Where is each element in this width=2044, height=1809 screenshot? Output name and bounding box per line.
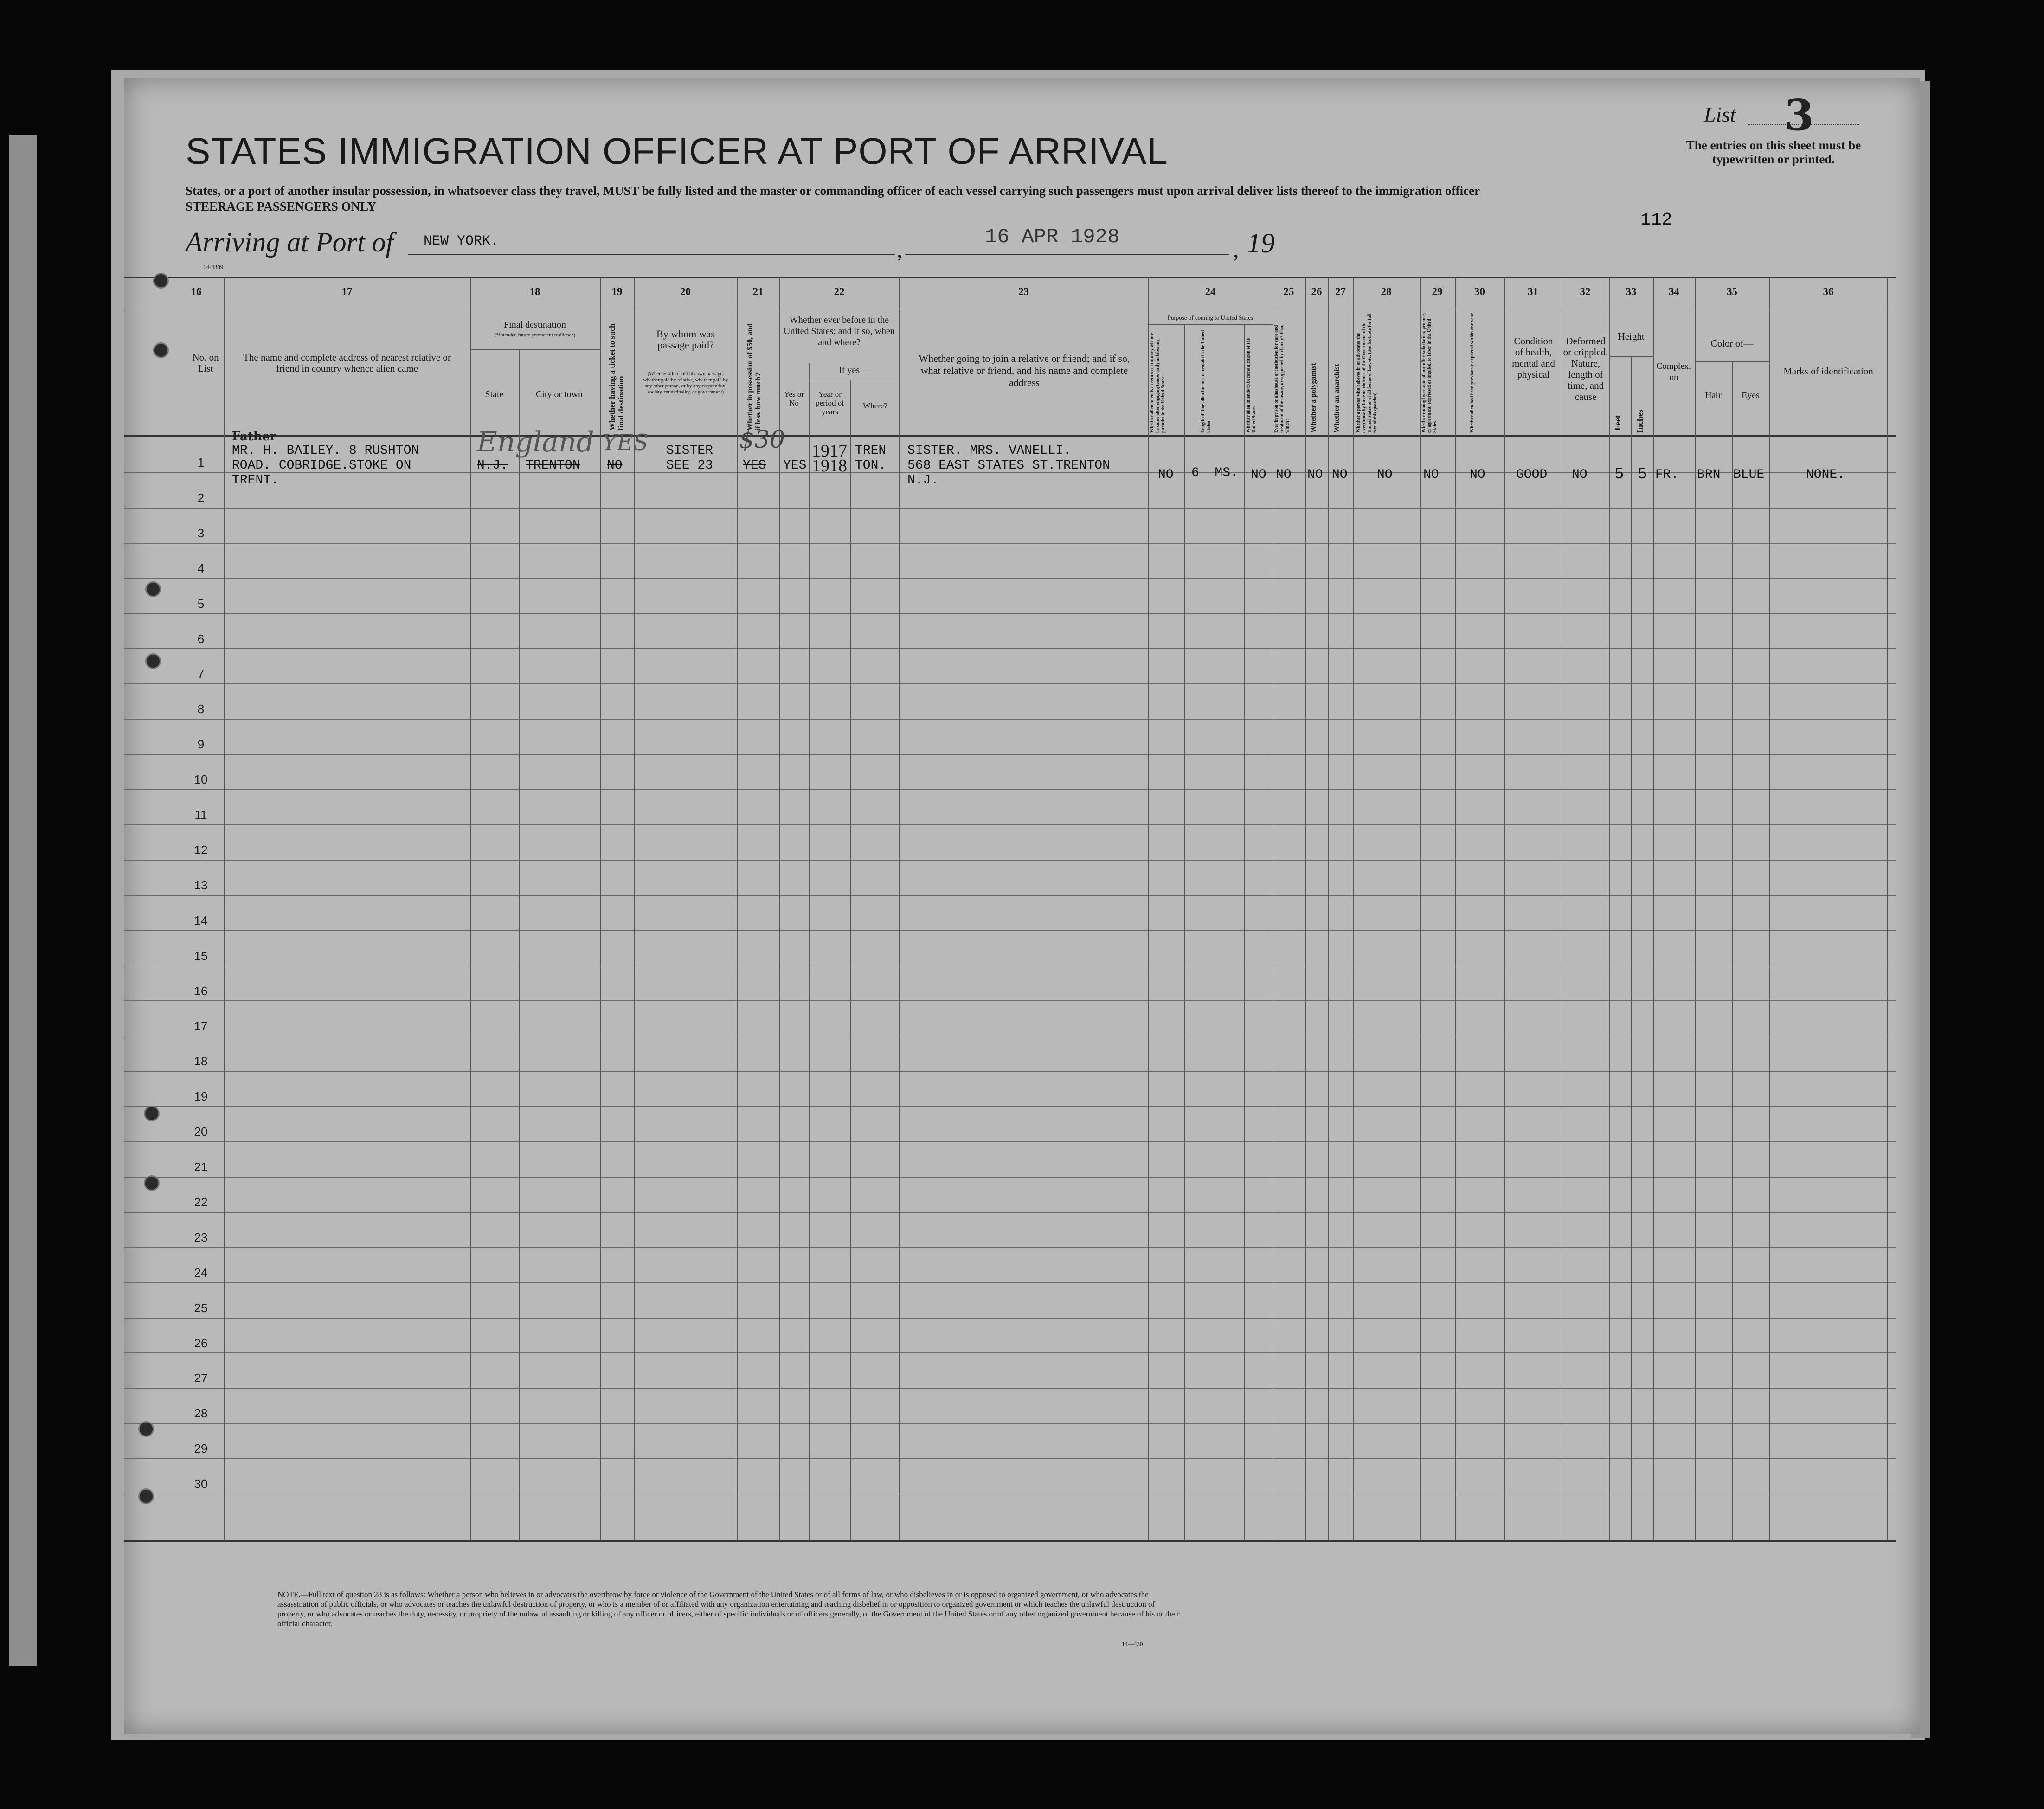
- colnum-17: 17: [341, 286, 353, 297]
- row-rule: [124, 683, 1896, 684]
- colnum-21: 21: [752, 286, 764, 297]
- hdr-q29: Whether coming by reason of any offer, solicitation, promise, or agreement, expressed or implied, to labor in the United States: [1421, 312, 1438, 433]
- table-bottom-rule: [124, 1540, 1896, 1542]
- hdr-state: State: [485, 389, 504, 399]
- port-of-arrival: NEW YORK.: [424, 233, 499, 249]
- hdr-passage: By whom was passage paid?: [656, 328, 715, 351]
- hdr-deported: Whether alien had been previously deported within one year: [1470, 313, 1475, 433]
- rule-24-sub: [1148, 324, 1273, 325]
- hdr-hair: Hair: [1705, 390, 1722, 400]
- hdr-year-period: Year or period of years: [816, 390, 844, 416]
- citizen-intent: NO: [1251, 468, 1266, 482]
- colnum-18: 18: [529, 286, 540, 297]
- eye-color: BLUE: [1733, 468, 1765, 482]
- hdr-eyes: Eyes: [1742, 390, 1760, 400]
- row-number: 7: [197, 667, 205, 681]
- vline-24b: [1244, 324, 1245, 1541]
- colnum-30: 30: [1474, 286, 1485, 297]
- passage-line-1: SISTER: [666, 444, 713, 458]
- date-line: [905, 254, 1229, 255]
- colnum-22: 22: [834, 286, 845, 297]
- vline-36: [1887, 277, 1888, 1541]
- row-number: 29: [194, 1442, 208, 1455]
- vline-25: [1305, 277, 1306, 1541]
- vline-26: [1328, 277, 1329, 1541]
- hdr-join: Whether going to join a relative or friend; and if so, what relative or friend, and his name and complete address: [919, 353, 1130, 388]
- prison: NO: [1276, 468, 1292, 482]
- vline-34: [1695, 277, 1696, 1541]
- year-line-1: 1917: [812, 441, 847, 461]
- hdr-return-intent: Whether alien intends to return to country whence he came after engaging temporarily in laboring pursuits in the United States: [1150, 332, 1166, 433]
- colnum-16: 16: [191, 286, 202, 297]
- length-of-stay: 6 MS.: [1191, 466, 1238, 480]
- arriving-label: Arriving at Port of: [186, 227, 394, 258]
- destination-city: TRENTON: [526, 458, 580, 473]
- hdr-yes-or-no: Yes or No: [784, 390, 804, 407]
- vline-22b: [850, 380, 851, 1541]
- row-number: 30: [194, 1477, 208, 1491]
- destination-state: N.J.: [477, 458, 508, 473]
- row-rule: [124, 895, 1896, 896]
- row-rule: [124, 1141, 1896, 1142]
- vline-22: [899, 277, 900, 1541]
- punch-hole: [144, 1106, 160, 1121]
- list-label: List: [1704, 103, 1736, 126]
- vline-28: [1420, 277, 1421, 1541]
- row-number: 27: [194, 1371, 208, 1385]
- row-number: 5: [197, 597, 205, 611]
- colnum-23: 23: [1018, 286, 1029, 297]
- comma-1: ,: [897, 236, 903, 262]
- row-rule: [124, 930, 1896, 931]
- vline-18a: [519, 349, 520, 1541]
- relative-address-line-1: MR. H. BAILEY. 8 RUSHTON: [232, 444, 419, 458]
- join-line-1: SISTER. MRS. VANELLI.: [907, 444, 1071, 458]
- row-number: 24: [194, 1266, 208, 1280]
- row-rule: [124, 1282, 1896, 1283]
- hdr-ticket: Whether having a ticket to such final destination: [608, 323, 625, 431]
- manifest-sheet: [124, 78, 1920, 1734]
- hdr-length-of-stay: Length of time alien intends to remain in the United States: [1201, 330, 1211, 433]
- row-rule: [124, 789, 1896, 790]
- colnum-26: 26: [1311, 286, 1322, 297]
- page-title: STATES IMMIGRATION OFFICER AT PORT OF ARRIVAL: [186, 130, 1168, 172]
- relative-prefix: Father: [232, 430, 276, 444]
- vline-23: [1148, 277, 1149, 1541]
- vline-27: [1353, 277, 1354, 1541]
- join-line-3: N.J.: [907, 473, 939, 488]
- row-number: 14: [194, 914, 208, 927]
- hdr-marks: Marks of identification: [1783, 366, 1873, 377]
- comma-2: ,: [1233, 236, 1239, 262]
- punch-hole: [153, 342, 169, 358]
- punch-hole: [153, 273, 169, 289]
- punch-hole: [138, 1421, 154, 1437]
- row-number: 17: [194, 1019, 208, 1033]
- vline-30: [1504, 277, 1505, 1541]
- rule-18-sub: [470, 349, 600, 350]
- hdr-no-on-list: No. on List: [192, 352, 219, 374]
- vline-20: [737, 277, 738, 1541]
- identification-marks: NONE.: [1806, 468, 1845, 482]
- vline-21: [779, 277, 780, 1541]
- hdr-relative: The name and complete address of nearest relative or friend in country whence alien came: [243, 352, 451, 374]
- colnum-28: 28: [1381, 286, 1392, 297]
- row-rule: [124, 1000, 1896, 1001]
- colnum-29: 29: [1432, 286, 1443, 297]
- hdr-color-of: Color of—: [1710, 338, 1754, 349]
- colnum-25: 25: [1283, 286, 1294, 297]
- relative-address-line-2: ROAD. COBRIDGE.STOKE ON: [232, 458, 411, 473]
- hdr-anarchist: Whether an anarchist: [1333, 364, 1341, 433]
- row-number: 16: [194, 984, 208, 998]
- row-rule: [124, 1318, 1896, 1319]
- return-intent: NO: [1158, 468, 1174, 482]
- row-number: 1: [197, 456, 205, 470]
- rule-33-sub: [1609, 356, 1653, 357]
- ticket-handwritten: YES: [602, 430, 649, 456]
- q29-answer: NO: [1423, 468, 1439, 482]
- hdr-feet: Feet: [1613, 415, 1622, 431]
- hdr-height: Height: [1618, 331, 1645, 342]
- deported: NO: [1470, 468, 1485, 482]
- colnum-20: 20: [680, 286, 691, 297]
- before-yes-no: YES: [783, 458, 807, 473]
- row-number: 25: [194, 1301, 208, 1315]
- row-rule: [124, 719, 1896, 720]
- row-number: 23: [194, 1230, 208, 1244]
- table-top-rule: [124, 277, 1896, 278]
- row-rule: [124, 1423, 1896, 1424]
- row-number: 13: [194, 878, 208, 892]
- punch-hole: [145, 653, 161, 669]
- header-bottom-rule: [124, 435, 1896, 437]
- hdr-passage-note: (Whether alien paid his own passage, whether paid by relative, whether paid by any other person, or by any corporation, society, municipality, or government): [643, 371, 728, 395]
- vline-24a: [1184, 324, 1185, 1541]
- hdr-citizen-intent: Whether alien intends to become a citizen of the United States: [1246, 338, 1257, 433]
- hdr-final-destination: Final destination: [504, 320, 566, 330]
- hdr-q28: Whether a person who believes in or advocates the overthrow by force or violence of the Government of the United States or of all forms of law, etc. (See footnote for full text of this question): [1356, 313, 1378, 433]
- page-number: 112: [1640, 210, 1672, 230]
- sheet-stack-left: [9, 135, 37, 1666]
- complexion: FR.: [1655, 468, 1679, 482]
- row-rule: [124, 543, 1896, 544]
- row-rule: [124, 1388, 1896, 1389]
- vline-22a: [809, 363, 810, 1541]
- row-rule: [124, 648, 1896, 649]
- row-number: 3: [197, 526, 205, 540]
- height-feet: 5: [1614, 466, 1624, 483]
- row-number: 12: [194, 843, 208, 857]
- arrival-date-stamp: 16 APR 1928: [985, 225, 1120, 249]
- row-rule: [124, 1071, 1896, 1072]
- hdr-deformed: Deformed or crippled. Nature, length of time, and cause: [1563, 335, 1608, 402]
- colnum-27: 27: [1335, 286, 1346, 297]
- vline-19: [634, 277, 635, 1541]
- hdr-purpose: Purpose of coming to United States: [1167, 314, 1253, 321]
- entries-note: The entries on this sheet must be typewritten or printed.: [1686, 138, 1861, 166]
- punch-hole: [145, 581, 161, 597]
- vline-32: [1609, 277, 1610, 1541]
- row-number: 19: [194, 1089, 208, 1103]
- year-prefix: 19: [1247, 228, 1275, 258]
- vline-35a: [1732, 361, 1733, 1541]
- list-number: 3: [1784, 90, 1814, 140]
- anarchist: NO: [1332, 468, 1348, 482]
- vline-33: [1653, 277, 1654, 1541]
- hdr-final-destination-note: (*Intended future permanent residence): [495, 332, 575, 338]
- where-line-1: TREN: [855, 444, 887, 458]
- hdr-prison: Ever in prison or almshouse or institution for care and treatment of the insane, or supported by charity? If so, which?: [1274, 324, 1290, 433]
- row-number: 11: [194, 808, 207, 822]
- colnum-34: 34: [1669, 286, 1679, 297]
- form-code: 14-4309: [203, 264, 224, 270]
- row-rule: [124, 508, 1896, 509]
- row-rule: [124, 1458, 1896, 1459]
- footer-code: 14—430: [1122, 1641, 1143, 1648]
- passage-line-2: SEE 23: [666, 458, 713, 473]
- vline-35: [1769, 277, 1770, 1541]
- colnum-33: 33: [1626, 286, 1637, 297]
- row-number: 28: [194, 1406, 208, 1420]
- row-rule: [124, 1177, 1896, 1178]
- row-number: 2: [197, 491, 205, 505]
- footnote-q28: NOTE.—Full text of question 28 is as follows: Whether a person who believes in or advocates the overthrow by force or violence of the Government of the United States or of all forms of law, or who disbelieves in or is opposed to organized government, or who advocates the assassination of public officials, or who advocates or teaches the unlawful destruction of property, or who is a member of or affiliated with any organization entertaining and teaching disbelief in or opposition to organized government or which teaches the unlawful destruction of property, or who advocates or teaches the duty, necessity, or propriety of the unlawful assaulting or killing of any officer or officers, either of specific individuals or of officers generally, of the Government of the United States or of any other organized government because of his or their official character.: [277, 1590, 1180, 1628]
- hdr-before-in-us: Whether ever before in the United States; and if so, when and where?: [784, 315, 895, 348]
- destination-handwritten: England: [477, 426, 594, 458]
- row-rule: [124, 824, 1896, 825]
- health: GOOD: [1516, 468, 1548, 482]
- row-rule: [124, 578, 1896, 579]
- vline-33a: [1631, 356, 1632, 1541]
- row-rule: [124, 1352, 1896, 1353]
- row-rule: [124, 613, 1896, 614]
- hdr-if-yes: If yes—: [839, 365, 869, 375]
- header-subtitle: States, or a port of another insular possession, in whatsoever class they travel, MUST be fully listed and the master or commanding officer of each vessel carrying such passengers must upon arrival deliver lists thereof to the immigration officer: [186, 184, 1480, 198]
- colnum-36: 36: [1823, 286, 1834, 297]
- row-number: 6: [197, 632, 205, 646]
- height-inches: 5: [1638, 466, 1647, 483]
- row-number: 9: [197, 737, 205, 751]
- hdr-polygamist: Whether a polygamist: [1310, 363, 1318, 433]
- row-number: 22: [194, 1195, 208, 1209]
- colnum-35: 35: [1727, 286, 1737, 297]
- row-rule: [124, 1212, 1896, 1213]
- ticket-typed: NO: [607, 458, 623, 473]
- hdr-health: Condition of health, mental and physical: [1512, 335, 1555, 380]
- header-steerage: STEERAGE PASSENGERS ONLY: [186, 200, 377, 213]
- hdr-where: Where?: [863, 401, 887, 410]
- colnum-19: 19: [611, 286, 623, 297]
- vline-18: [600, 277, 601, 1541]
- row-number: 21: [194, 1160, 208, 1174]
- vline-16: [224, 277, 225, 1541]
- row-rule: [124, 1106, 1896, 1107]
- colnum-32: 32: [1580, 286, 1591, 297]
- money-typed: YES: [743, 458, 766, 473]
- colnum-24: 24: [1205, 286, 1216, 297]
- hdr-money: Whether in possession of $50, and if less, how much?: [746, 323, 762, 431]
- port-line: [408, 254, 895, 255]
- year-line-2: 1918: [812, 456, 847, 476]
- row-rule: [124, 754, 1896, 755]
- row-number: 26: [194, 1336, 208, 1350]
- row-number: 8: [197, 702, 205, 716]
- hdr-inches: Inches: [1635, 409, 1645, 433]
- row-number: 10: [194, 773, 208, 786]
- polygamist: NO: [1307, 468, 1323, 482]
- row-rule: [124, 860, 1896, 861]
- hdr-city: City or town: [535, 389, 583, 399]
- q28-answer: NO: [1377, 468, 1393, 482]
- punch-hole: [138, 1488, 154, 1504]
- colnum-31: 31: [1528, 286, 1538, 297]
- relative-address-line-3: TRENT.: [232, 473, 279, 488]
- money-handwritten: $30: [739, 426, 785, 454]
- vline-29: [1455, 277, 1456, 1541]
- row-number: 15: [194, 949, 208, 963]
- rule-35-sub: [1695, 361, 1769, 362]
- join-line-2: 568 EAST STATES ST.TRENTON: [907, 458, 1110, 473]
- row-number: 18: [194, 1054, 208, 1068]
- punch-hole: [144, 1175, 160, 1191]
- vline-17: [470, 277, 471, 1541]
- hdr-complexion: Complexion: [1656, 361, 1691, 382]
- hair-color: BRN: [1697, 468, 1721, 482]
- row-rule: [124, 1247, 1896, 1248]
- deformed: NO: [1572, 468, 1588, 482]
- row-number: 20: [194, 1125, 208, 1139]
- row-number: 4: [197, 561, 205, 575]
- where-line-2: TON.: [855, 458, 887, 473]
